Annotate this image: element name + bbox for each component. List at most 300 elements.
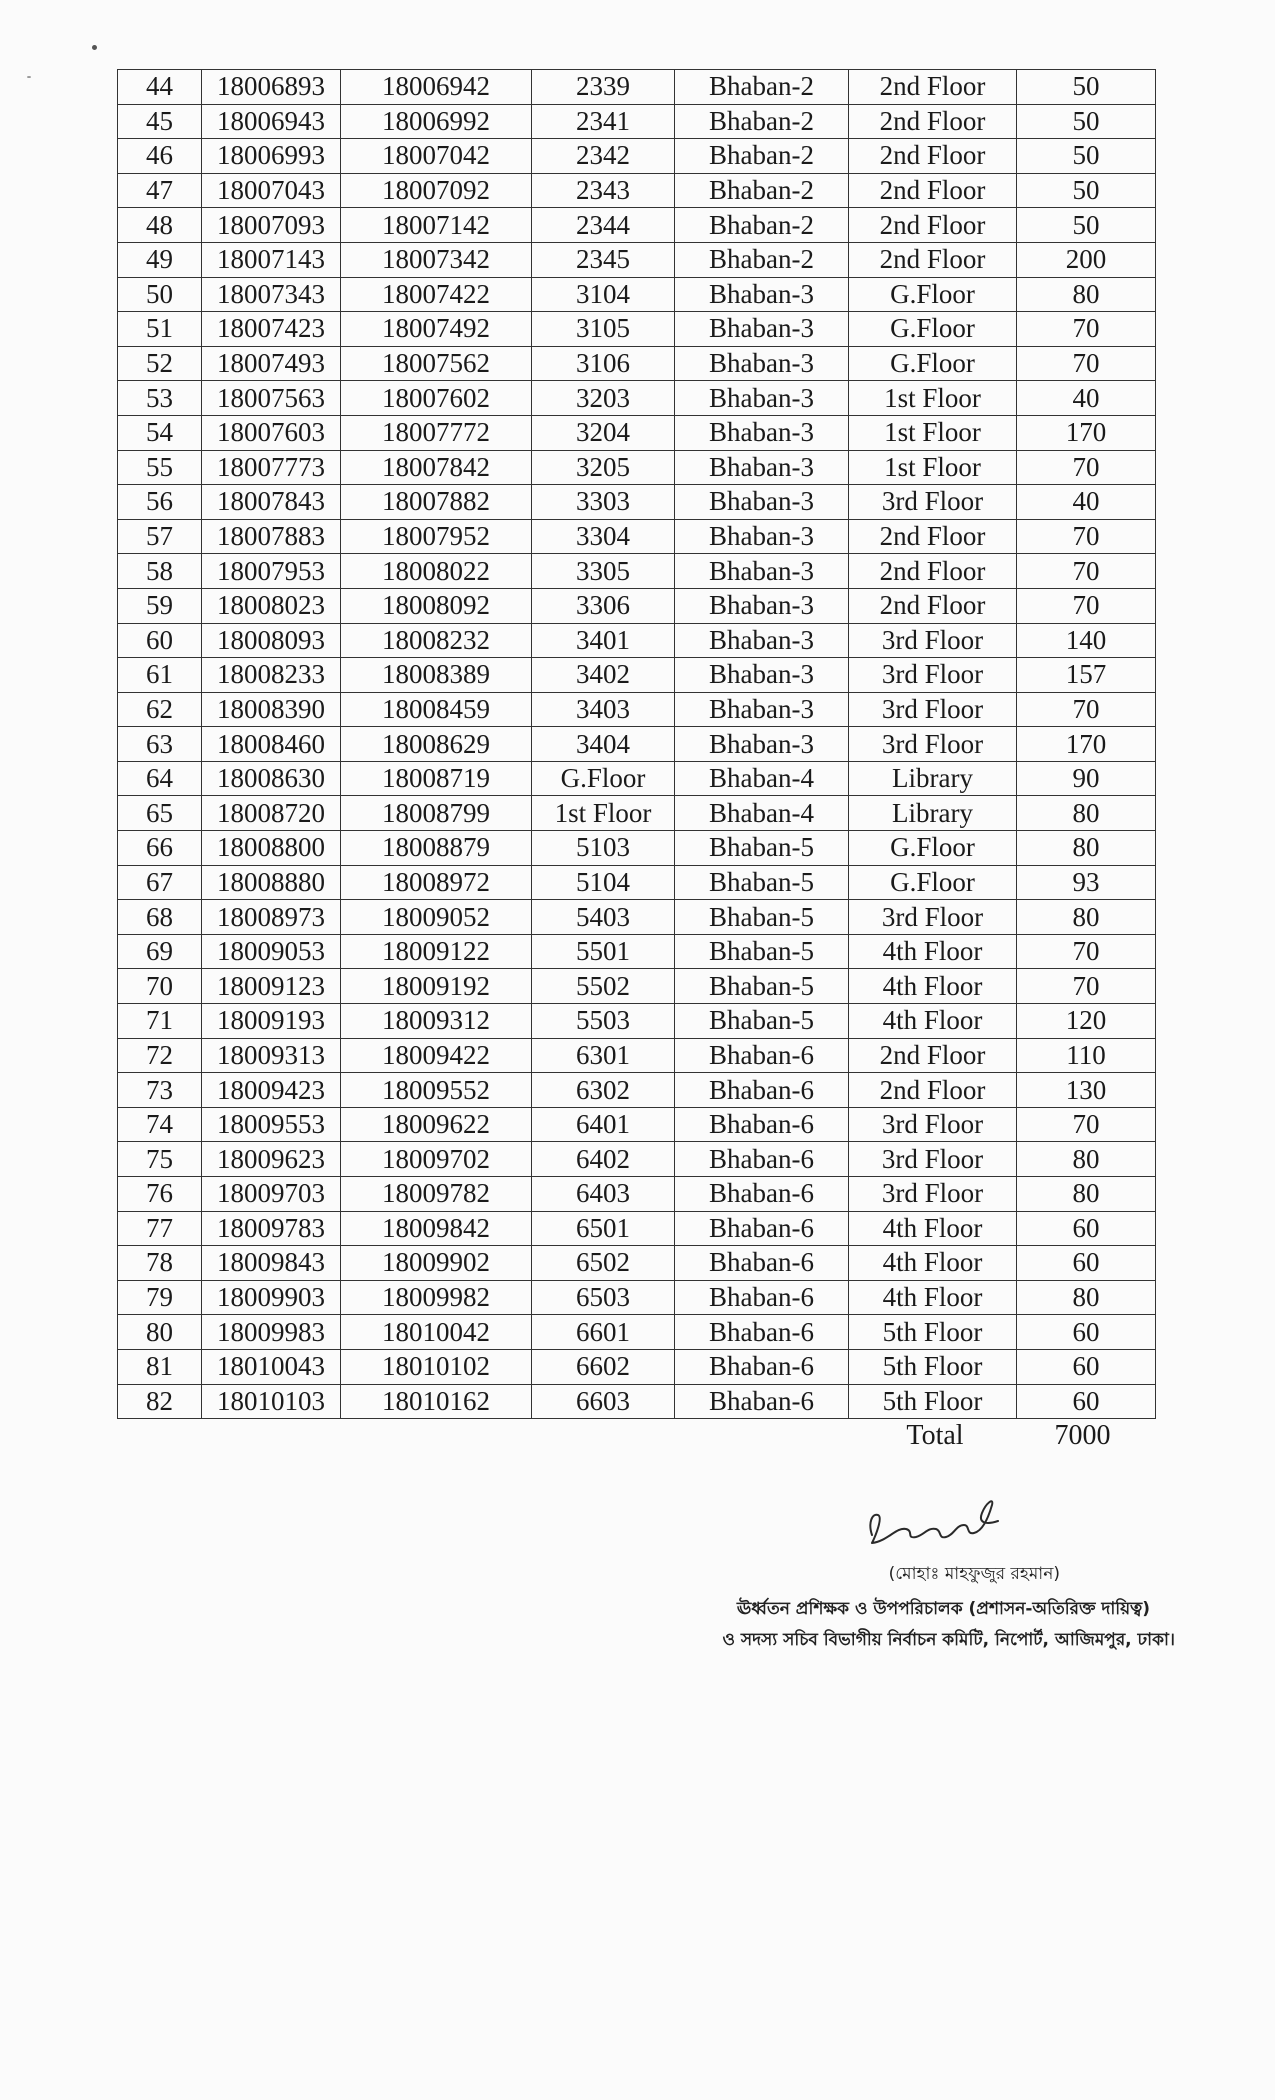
count-cell: 60 — [1017, 1246, 1156, 1281]
room-cell: 3402 — [532, 658, 675, 693]
roll-to-cell: 18007492 — [341, 312, 532, 347]
roll-to-cell: 18009422 — [341, 1038, 532, 1073]
room-cell: 5503 — [532, 1004, 675, 1039]
roll-to-cell: 18007422 — [341, 277, 532, 312]
room-cell: 3104 — [532, 277, 675, 312]
building-cell: Bhaban-3 — [675, 381, 849, 416]
roll-from-cell: 18009313 — [202, 1038, 341, 1073]
floor-cell: 3rd Floor — [849, 1177, 1017, 1212]
roll-from-cell: 18007093 — [202, 208, 341, 243]
floor-cell: 2nd Floor — [849, 242, 1017, 277]
roll-from-cell: 18008720 — [202, 796, 341, 831]
floor-cell: 1st Floor — [849, 450, 1017, 485]
signature — [858, 1483, 1008, 1553]
count-cell: 50 — [1017, 104, 1156, 139]
table-row — [118, 1211, 1156, 1246]
roll-from-cell: 18009123 — [202, 969, 341, 1004]
floor-cell: 2nd Floor — [849, 1073, 1017, 1108]
officer-role: ও সদস্য সচিব বিভাগীয় নির্বাচন কমিটি, নিপোর্ট, আজিমপুর, ঢাকা। — [722, 1630, 1175, 1650]
table-row — [118, 900, 1156, 935]
roll-from-cell: 18006993 — [202, 139, 341, 174]
building-cell: Bhaban-2 — [675, 242, 849, 277]
building-cell: Bhaban-6 — [675, 1038, 849, 1073]
building-cell: Bhaban-6 — [675, 1315, 849, 1350]
building-cell: Bhaban-6 — [675, 1073, 849, 1108]
table-row — [118, 1384, 1156, 1419]
floor-cell: G.Floor — [849, 865, 1017, 900]
count-cell: 70 — [1017, 346, 1156, 381]
roll-to-cell: 18007342 — [341, 242, 532, 277]
building-cell: Bhaban-3 — [675, 554, 849, 589]
floor-cell: 3rd Floor — [849, 485, 1017, 520]
count-cell: 60 — [1017, 1384, 1156, 1419]
roll-from-cell: 18009423 — [202, 1073, 341, 1108]
serial-cell: 65 — [118, 796, 202, 831]
serial-cell: 61 — [118, 658, 202, 693]
roll-from-cell: 18008880 — [202, 865, 341, 900]
count-cell: 40 — [1017, 381, 1156, 416]
count-cell: 157 — [1017, 658, 1156, 693]
floor-cell: 2nd Floor — [849, 554, 1017, 589]
table-row — [118, 277, 1156, 312]
floor-cell: 4th Floor — [849, 1004, 1017, 1039]
room-cell: 3401 — [532, 623, 675, 658]
serial-cell: 57 — [118, 519, 202, 554]
room-cell: 5502 — [532, 969, 675, 1004]
building-cell: Bhaban-3 — [675, 727, 849, 762]
count-cell: 140 — [1017, 623, 1156, 658]
table-row — [118, 796, 1156, 831]
roll-to-cell: 18006992 — [341, 104, 532, 139]
table-row — [118, 831, 1156, 866]
table-row — [118, 450, 1156, 485]
roll-to-cell: 18009702 — [341, 1142, 532, 1177]
serial-cell: 46 — [118, 139, 202, 174]
count-cell: 90 — [1017, 761, 1156, 796]
roll-from-cell: 18006943 — [202, 104, 341, 139]
roll-from-cell: 18007563 — [202, 381, 341, 416]
roll-to-cell: 18009552 — [341, 1073, 532, 1108]
roll-from-cell: 18007773 — [202, 450, 341, 485]
room-cell: 2341 — [532, 104, 675, 139]
roll-to-cell: 18010102 — [341, 1349, 532, 1384]
serial-cell: 68 — [118, 900, 202, 935]
building-cell: Bhaban-5 — [675, 865, 849, 900]
floor-cell: 1st Floor — [849, 415, 1017, 450]
room-cell: 6301 — [532, 1038, 675, 1073]
room-cell: G.Floor — [532, 761, 675, 796]
roll-from-cell: 18009783 — [202, 1211, 341, 1246]
table-row — [118, 1349, 1156, 1384]
serial-cell: 55 — [118, 450, 202, 485]
seat-plan-body — [118, 70, 1156, 1419]
serial-cell: 54 — [118, 415, 202, 450]
serial-cell: 62 — [118, 692, 202, 727]
table-row — [118, 969, 1156, 1004]
count-cell: 110 — [1017, 1038, 1156, 1073]
roll-to-cell: 18009122 — [341, 934, 532, 969]
table-row — [118, 104, 1156, 139]
serial-cell: 45 — [118, 104, 202, 139]
roll-to-cell: 18008022 — [341, 554, 532, 589]
serial-cell: 47 — [118, 173, 202, 208]
serial-cell: 51 — [118, 312, 202, 347]
serial-cell: 77 — [118, 1211, 202, 1246]
building-cell: Bhaban-3 — [675, 415, 849, 450]
count-cell: 50 — [1017, 70, 1156, 105]
roll-to-cell: 18007842 — [341, 450, 532, 485]
roll-from-cell: 18009193 — [202, 1004, 341, 1039]
count-cell: 80 — [1017, 1142, 1156, 1177]
roll-to-cell: 18008799 — [341, 796, 532, 831]
floor-cell: Library — [849, 761, 1017, 796]
table-row — [118, 485, 1156, 520]
building-cell: Bhaban-5 — [675, 1004, 849, 1039]
floor-cell: 4th Floor — [849, 1280, 1017, 1315]
roll-from-cell: 18007043 — [202, 173, 341, 208]
table-row — [118, 1004, 1156, 1039]
room-cell: 2342 — [532, 139, 675, 174]
roll-from-cell: 18007493 — [202, 346, 341, 381]
roll-to-cell: 18007882 — [341, 485, 532, 520]
roll-to-cell: 18008389 — [341, 658, 532, 693]
floor-cell: 3rd Floor — [849, 727, 1017, 762]
floor-cell: 2nd Floor — [849, 173, 1017, 208]
serial-cell: 64 — [118, 761, 202, 796]
building-cell: Bhaban-6 — [675, 1384, 849, 1419]
serial-cell: 79 — [118, 1280, 202, 1315]
roll-from-cell: 18008973 — [202, 900, 341, 935]
floor-cell: 3rd Floor — [849, 1142, 1017, 1177]
building-cell: Bhaban-3 — [675, 588, 849, 623]
count-cell: 50 — [1017, 139, 1156, 174]
building-cell: Bhaban-3 — [675, 450, 849, 485]
building-cell: Bhaban-3 — [675, 519, 849, 554]
serial-cell: 72 — [118, 1038, 202, 1073]
floor-cell: G.Floor — [849, 346, 1017, 381]
scan-speck — [92, 45, 97, 50]
building-cell: Bhaban-6 — [675, 1107, 849, 1142]
serial-cell: 78 — [118, 1246, 202, 1281]
room-cell: 5104 — [532, 865, 675, 900]
floor-cell: G.Floor — [849, 312, 1017, 347]
scan-speck — [27, 76, 31, 78]
building-cell: Bhaban-3 — [675, 658, 849, 693]
total-label: Total — [906, 1420, 964, 1451]
building-cell: Bhaban-6 — [675, 1280, 849, 1315]
floor-cell: 2nd Floor — [849, 1038, 1017, 1073]
count-cell: 70 — [1017, 692, 1156, 727]
building-cell: Bhaban-3 — [675, 346, 849, 381]
table-row — [118, 1073, 1156, 1108]
count-cell: 80 — [1017, 900, 1156, 935]
table-row — [118, 70, 1156, 105]
serial-cell: 71 — [118, 1004, 202, 1039]
room-cell: 2339 — [532, 70, 675, 105]
roll-to-cell: 18007952 — [341, 519, 532, 554]
building-cell: Bhaban-3 — [675, 623, 849, 658]
roll-from-cell: 18009053 — [202, 934, 341, 969]
room-cell: 6402 — [532, 1142, 675, 1177]
building-cell: Bhaban-6 — [675, 1177, 849, 1212]
serial-cell: 69 — [118, 934, 202, 969]
serial-cell: 80 — [118, 1315, 202, 1350]
table-row — [118, 1107, 1156, 1142]
serial-cell: 66 — [118, 831, 202, 866]
count-cell: 40 — [1017, 485, 1156, 520]
room-cell: 3403 — [532, 692, 675, 727]
table-row — [118, 1177, 1156, 1212]
building-cell: Bhaban-2 — [675, 139, 849, 174]
roll-from-cell: 18009623 — [202, 1142, 341, 1177]
room-cell: 2343 — [532, 173, 675, 208]
table-row — [118, 1280, 1156, 1315]
serial-cell: 49 — [118, 242, 202, 277]
roll-to-cell: 18008879 — [341, 831, 532, 866]
roll-to-cell: 18008092 — [341, 588, 532, 623]
officer-designation: ঊর্ধ্বতন প্রশিক্ষক ও উপপরিচালক (প্রশাসন-অতিরিক্ত দায়িত্ব) — [736, 1599, 1150, 1619]
table-row — [118, 1315, 1156, 1350]
roll-from-cell: 18008233 — [202, 658, 341, 693]
building-cell: Bhaban-3 — [675, 692, 849, 727]
table-row — [118, 381, 1156, 416]
officer-name: (মোহাঃ মাহফুজুর রহমান) — [888, 1564, 1060, 1584]
roll-to-cell: 18009982 — [341, 1280, 532, 1315]
count-cell: 70 — [1017, 934, 1156, 969]
building-cell: Bhaban-6 — [675, 1349, 849, 1384]
floor-cell: 4th Floor — [849, 1211, 1017, 1246]
floor-cell: 4th Floor — [849, 969, 1017, 1004]
floor-cell: 2nd Floor — [849, 139, 1017, 174]
serial-cell: 81 — [118, 1349, 202, 1384]
room-cell: 6602 — [532, 1349, 675, 1384]
roll-from-cell: 18009703 — [202, 1177, 341, 1212]
room-cell: 3106 — [532, 346, 675, 381]
table-row — [118, 1142, 1156, 1177]
roll-to-cell: 18009052 — [341, 900, 532, 935]
serial-cell: 74 — [118, 1107, 202, 1142]
serial-cell: 60 — [118, 623, 202, 658]
serial-cell: 44 — [118, 70, 202, 105]
roll-to-cell: 18009842 — [341, 1211, 532, 1246]
serial-cell: 67 — [118, 865, 202, 900]
roll-to-cell: 18008459 — [341, 692, 532, 727]
building-cell: Bhaban-2 — [675, 173, 849, 208]
table-row — [118, 242, 1156, 277]
building-cell: Bhaban-3 — [675, 312, 849, 347]
serial-cell: 75 — [118, 1142, 202, 1177]
roll-from-cell: 18006893 — [202, 70, 341, 105]
table-row — [118, 692, 1156, 727]
count-cell: 70 — [1017, 312, 1156, 347]
roll-to-cell: 18007602 — [341, 381, 532, 416]
count-cell: 70 — [1017, 969, 1156, 1004]
roll-to-cell: 18010042 — [341, 1315, 532, 1350]
count-cell: 80 — [1017, 831, 1156, 866]
floor-cell: 3rd Floor — [849, 900, 1017, 935]
room-cell: 6403 — [532, 1177, 675, 1212]
room-cell: 5103 — [532, 831, 675, 866]
count-cell: 60 — [1017, 1315, 1156, 1350]
roll-to-cell: 18010162 — [341, 1384, 532, 1419]
table-row — [118, 1038, 1156, 1073]
roll-from-cell: 18007343 — [202, 277, 341, 312]
roll-from-cell: 18008093 — [202, 623, 341, 658]
count-cell: 50 — [1017, 173, 1156, 208]
roll-from-cell: 18010103 — [202, 1384, 341, 1419]
table-row — [118, 934, 1156, 969]
room-cell: 6603 — [532, 1384, 675, 1419]
floor-cell: 2nd Floor — [849, 519, 1017, 554]
count-cell: 70 — [1017, 450, 1156, 485]
count-cell: 170 — [1017, 727, 1156, 762]
roll-to-cell: 18007092 — [341, 173, 532, 208]
roll-from-cell: 18010043 — [202, 1349, 341, 1384]
table-row — [118, 588, 1156, 623]
roll-from-cell: 18007953 — [202, 554, 341, 589]
total-value: 7000 — [1054, 1420, 1111, 1451]
roll-from-cell: 18008800 — [202, 831, 341, 866]
roll-from-cell: 18008023 — [202, 588, 341, 623]
floor-cell: G.Floor — [849, 831, 1017, 866]
count-cell: 130 — [1017, 1073, 1156, 1108]
roll-to-cell: 18009192 — [341, 969, 532, 1004]
room-cell: 3306 — [532, 588, 675, 623]
roll-to-cell: 18009782 — [341, 1177, 532, 1212]
room-cell: 3203 — [532, 381, 675, 416]
floor-cell: 4th Floor — [849, 934, 1017, 969]
serial-cell: 82 — [118, 1384, 202, 1419]
serial-cell: 58 — [118, 554, 202, 589]
building-cell: Bhaban-5 — [675, 900, 849, 935]
roll-to-cell: 18008972 — [341, 865, 532, 900]
room-cell: 1st Floor — [532, 796, 675, 831]
roll-from-cell: 18009553 — [202, 1107, 341, 1142]
roll-from-cell: 18007603 — [202, 415, 341, 450]
room-cell: 6501 — [532, 1211, 675, 1246]
roll-to-cell: 18008232 — [341, 623, 532, 658]
roll-to-cell: 18009902 — [341, 1246, 532, 1281]
table-row — [118, 415, 1156, 450]
roll-to-cell: 18009622 — [341, 1107, 532, 1142]
room-cell: 3304 — [532, 519, 675, 554]
serial-cell: 53 — [118, 381, 202, 416]
floor-cell: 2nd Floor — [849, 104, 1017, 139]
building-cell: Bhaban-6 — [675, 1142, 849, 1177]
floor-cell: 2nd Floor — [849, 588, 1017, 623]
table-row — [118, 312, 1156, 347]
serial-cell: 59 — [118, 588, 202, 623]
serial-cell: 63 — [118, 727, 202, 762]
floor-cell: Library — [849, 796, 1017, 831]
serial-cell: 73 — [118, 1073, 202, 1108]
roll-from-cell: 18009843 — [202, 1246, 341, 1281]
count-cell: 80 — [1017, 277, 1156, 312]
count-cell: 93 — [1017, 865, 1156, 900]
table-row — [118, 519, 1156, 554]
roll-to-cell: 18007042 — [341, 139, 532, 174]
serial-cell: 56 — [118, 485, 202, 520]
count-cell: 80 — [1017, 796, 1156, 831]
room-cell: 6503 — [532, 1280, 675, 1315]
building-cell: Bhaban-2 — [675, 104, 849, 139]
room-cell: 6601 — [532, 1315, 675, 1350]
floor-cell: 3rd Floor — [849, 692, 1017, 727]
count-cell: 170 — [1017, 415, 1156, 450]
count-cell: 60 — [1017, 1211, 1156, 1246]
count-cell: 60 — [1017, 1349, 1156, 1384]
room-cell: 6302 — [532, 1073, 675, 1108]
table-row — [118, 173, 1156, 208]
floor-cell: 2nd Floor — [849, 70, 1017, 105]
floor-cell: 5th Floor — [849, 1384, 1017, 1419]
roll-to-cell: 18006942 — [341, 70, 532, 105]
building-cell: Bhaban-5 — [675, 831, 849, 866]
roll-to-cell: 18008719 — [341, 761, 532, 796]
building-cell: Bhaban-2 — [675, 208, 849, 243]
count-cell: 80 — [1017, 1280, 1156, 1315]
floor-cell: 3rd Floor — [849, 1107, 1017, 1142]
room-cell: 3305 — [532, 554, 675, 589]
floor-cell: 1st Floor — [849, 381, 1017, 416]
table-row — [118, 1246, 1156, 1281]
roll-from-cell: 18008630 — [202, 761, 341, 796]
roll-to-cell: 18007142 — [341, 208, 532, 243]
roll-from-cell: 18009983 — [202, 1315, 341, 1350]
room-cell: 3404 — [532, 727, 675, 762]
table-row — [118, 346, 1156, 381]
floor-cell: 5th Floor — [849, 1349, 1017, 1384]
floor-cell: 4th Floor — [849, 1246, 1017, 1281]
floor-cell: G.Floor — [849, 277, 1017, 312]
roll-to-cell: 18009312 — [341, 1004, 532, 1039]
count-cell: 80 — [1017, 1177, 1156, 1212]
roll-from-cell: 18008390 — [202, 692, 341, 727]
building-cell: Bhaban-6 — [675, 1246, 849, 1281]
roll-from-cell: 18009903 — [202, 1280, 341, 1315]
table-row — [118, 139, 1156, 174]
room-cell: 3204 — [532, 415, 675, 450]
roll-to-cell: 18008629 — [341, 727, 532, 762]
building-cell: Bhaban-3 — [675, 485, 849, 520]
table-row — [118, 865, 1156, 900]
serial-cell: 70 — [118, 969, 202, 1004]
roll-from-cell: 18008460 — [202, 727, 341, 762]
seat-plan-table — [117, 69, 1156, 1419]
roll-from-cell: 18007843 — [202, 485, 341, 520]
building-cell: Bhaban-3 — [675, 277, 849, 312]
floor-cell: 3rd Floor — [849, 658, 1017, 693]
table-row — [118, 554, 1156, 589]
room-cell: 6401 — [532, 1107, 675, 1142]
floor-cell: 5th Floor — [849, 1315, 1017, 1350]
roll-from-cell: 18007423 — [202, 312, 341, 347]
building-cell: Bhaban-4 — [675, 761, 849, 796]
serial-cell: 50 — [118, 277, 202, 312]
table-row — [118, 658, 1156, 693]
roll-to-cell: 18007562 — [341, 346, 532, 381]
room-cell: 3205 — [532, 450, 675, 485]
table-row — [118, 761, 1156, 796]
count-cell: 200 — [1017, 242, 1156, 277]
table-row — [118, 208, 1156, 243]
count-cell: 70 — [1017, 554, 1156, 589]
count-cell: 120 — [1017, 1004, 1156, 1039]
roll-to-cell: 18007772 — [341, 415, 532, 450]
serial-cell: 48 — [118, 208, 202, 243]
building-cell: Bhaban-2 — [675, 70, 849, 105]
room-cell: 2344 — [532, 208, 675, 243]
